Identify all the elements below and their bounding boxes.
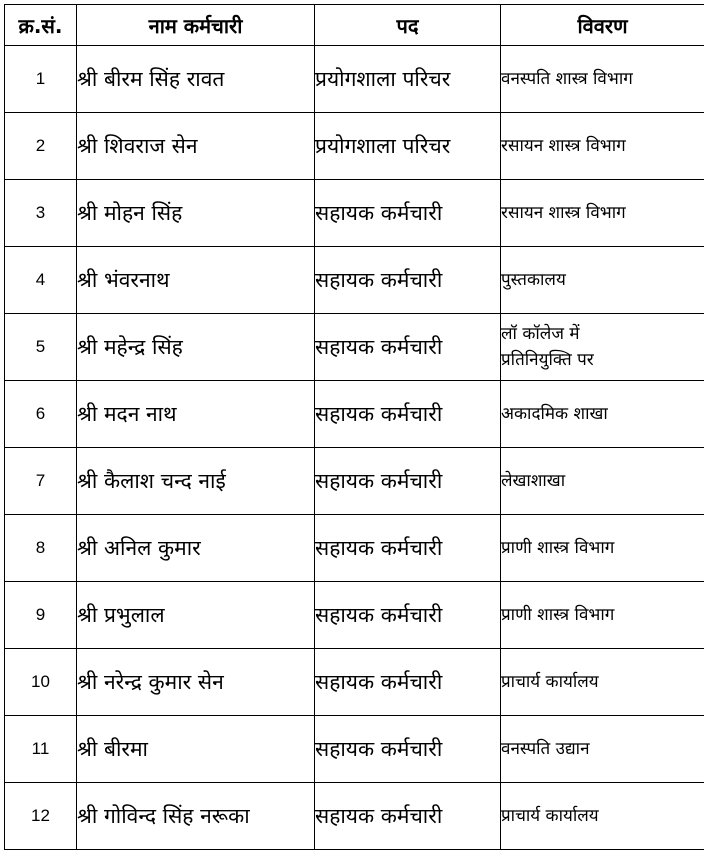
- serial-cell: 10: [5, 649, 77, 716]
- dept-text: लेखाशाखा: [501, 471, 566, 491]
- post-cell: सहायक कर्मचारी: [315, 649, 501, 716]
- dept-text: प्राणी शास्त्र विभाग: [501, 605, 615, 625]
- table-row: [5, 180, 704, 247]
- table-row: [5, 247, 704, 314]
- serial-cell: 1: [5, 46, 77, 113]
- serial-cell: 8: [5, 515, 77, 582]
- dept-text: रसायन शास्त्र विभाग: [501, 203, 626, 223]
- col-header-name: नाम कर्मचारी: [77, 5, 315, 46]
- table-row: [5, 582, 704, 649]
- serial-cell: 12: [5, 783, 77, 850]
- name-cell: श्री मोहन सिंह: [77, 180, 315, 247]
- post-cell: सहायक कर्मचारी: [315, 716, 501, 783]
- name-cell: श्री महेन्द्र सिंह: [77, 314, 315, 381]
- staff-table: [4, 4, 704, 850]
- table-row: [5, 46, 704, 113]
- serial-cell: 9: [5, 582, 77, 649]
- col-header-serial: क्र.सं.: [5, 5, 77, 46]
- serial-cell: 3: [5, 180, 77, 247]
- serial-cell: 2: [5, 113, 77, 180]
- dept-text: प्राणी शास्त्र विभाग: [501, 538, 615, 558]
- dept-cell: [501, 113, 704, 180]
- header-row: [5, 5, 704, 46]
- post-cell: सहायक कर्मचारी: [315, 783, 501, 850]
- post-cell: सहायक कर्मचारी: [315, 247, 501, 314]
- dept-cell: [501, 448, 704, 515]
- dept-cell: [501, 46, 704, 113]
- name-cell: श्री बीरमा: [77, 716, 315, 783]
- table-row: [5, 716, 704, 783]
- table-row: [5, 783, 704, 850]
- serial-cell: 7: [5, 448, 77, 515]
- name-cell: श्री प्रभुलाल: [77, 582, 315, 649]
- dept-cell: [501, 716, 704, 783]
- name-cell: श्री भंवरनाथ: [77, 247, 315, 314]
- post-cell: सहायक कर्मचारी: [315, 381, 501, 448]
- post-cell: सहायक कर्मचारी: [315, 515, 501, 582]
- serial-cell: 5: [5, 314, 77, 381]
- dept-text: अकादमिक शाखा: [501, 404, 608, 424]
- dept-cell: [501, 381, 704, 448]
- dept-text: रसायन शास्त्र विभाग: [501, 136, 626, 156]
- table-row: [5, 649, 704, 716]
- dept-text: वनस्पति उद्यान: [501, 739, 590, 759]
- post-cell: प्रयोगशाला परिचर: [315, 46, 501, 113]
- dept-text: प्राचार्य कार्यालय: [501, 806, 599, 826]
- post-cell: सहायक कर्मचारी: [315, 314, 501, 381]
- col-header-post: पद: [315, 5, 501, 46]
- dept-text: वनस्पति शास्त्र विभाग: [501, 69, 633, 89]
- table-row: [5, 113, 704, 180]
- table-row: [5, 314, 704, 381]
- post-cell: सहायक कर्मचारी: [315, 582, 501, 649]
- dept-cell: [501, 649, 704, 716]
- name-cell: श्री मदन नाथ: [77, 381, 315, 448]
- post-cell: सहायक कर्मचारी: [315, 180, 501, 247]
- name-cell: श्री कैलाश चन्द नाई: [77, 448, 315, 515]
- name-cell: श्री अनिल कुमार: [77, 515, 315, 582]
- name-cell: श्री शिवराज सेन: [77, 113, 315, 180]
- name-cell: श्री नरेन्द्र कुमार सेन: [77, 649, 315, 716]
- dept-text-line-1: लॉ कॉलेज में: [501, 324, 580, 344]
- dept-text: प्राचार्य कार्यालय: [501, 672, 599, 692]
- dept-cell: [501, 314, 704, 381]
- dept-cell: [501, 247, 704, 314]
- serial-cell: 4: [5, 247, 77, 314]
- dept-cell: [501, 180, 704, 247]
- table-row: [5, 381, 704, 448]
- dept-text-line-2: प्रतिनियुक्ति पर: [501, 350, 594, 370]
- dept-cell: [501, 783, 704, 850]
- serial-cell: 11: [5, 716, 77, 783]
- col-header-details: विवरण: [501, 5, 704, 46]
- dept-cell: [501, 515, 704, 582]
- name-cell: श्री गोविन्द सिंह नरूका: [77, 783, 315, 850]
- serial-cell: 6: [5, 381, 77, 448]
- dept-cell: [501, 582, 704, 649]
- dept-text: पुस्तकालय: [501, 270, 566, 290]
- table-row: [5, 448, 704, 515]
- table-row: [5, 515, 704, 582]
- name-cell: श्री बीरम सिंह रावत: [77, 46, 315, 113]
- post-cell: प्रयोगशाला परिचर: [315, 113, 501, 180]
- post-cell: सहायक कर्मचारी: [315, 448, 501, 515]
